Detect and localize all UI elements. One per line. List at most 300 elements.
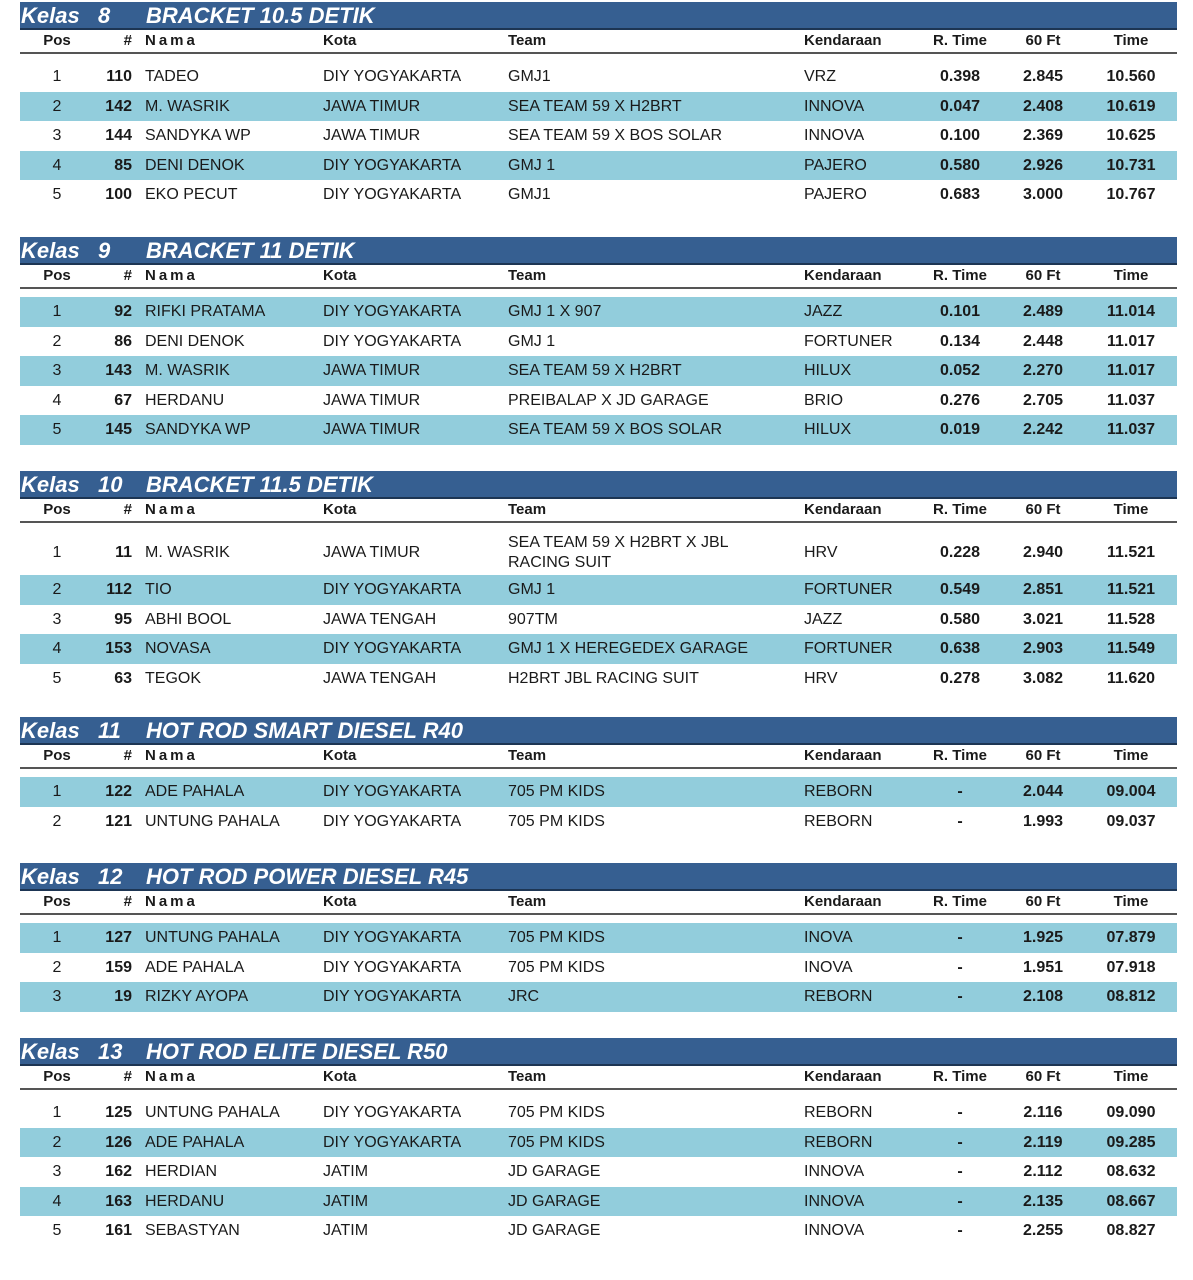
cell-kendaraan: JAZZ xyxy=(804,303,843,320)
header-pos: Pos xyxy=(43,747,71,764)
cell-rtime: - xyxy=(957,1133,963,1151)
class-number: 8 xyxy=(98,3,111,28)
cell-team: SEA TEAM 59 X H2BRT xyxy=(508,97,682,115)
class-label: Kelas xyxy=(21,718,80,743)
cell-team: SEA TEAM 59 X BOS SOLAR xyxy=(508,127,723,145)
cell-rtime: 0.278 xyxy=(939,669,981,687)
cell-team: GMJ 1 X HEREGEDEX GARAGE xyxy=(508,640,749,658)
table-header xyxy=(20,30,1177,54)
header-rtime: R. Time xyxy=(933,747,987,764)
cell-team: GMJ 1 xyxy=(508,156,556,174)
cell-kendaraan: JAZZ xyxy=(804,610,843,628)
header-kendaraan: Kendaraan xyxy=(804,747,882,764)
cell-team: SEA TEAM 59 X H2BRT xyxy=(508,362,682,380)
cell-60ft: 2.119 xyxy=(1023,1133,1063,1151)
header-kendaraan: Kendaraan xyxy=(804,267,882,284)
header-pos: Pos xyxy=(43,267,71,284)
header-time: Time xyxy=(1113,1068,1149,1085)
cell-pos: 5 xyxy=(52,186,62,204)
table-body xyxy=(20,297,1177,445)
header-team: Team xyxy=(508,893,547,910)
table-row xyxy=(20,923,1177,953)
class-section xyxy=(20,2,1177,210)
cell-team: 705 PM KIDS xyxy=(508,1133,605,1151)
cell-team: GMJ1 xyxy=(508,68,551,85)
cell-pos: 1 xyxy=(52,783,62,800)
cell-pos: 2 xyxy=(52,812,62,830)
cell-kendaraan: REBORN xyxy=(804,1104,873,1121)
table-row xyxy=(20,297,1177,327)
cell-60ft: 2.255 xyxy=(1022,1222,1064,1240)
cell-team: JD GARAGE xyxy=(508,1222,601,1240)
cell-nama: HERDIAN xyxy=(145,1163,218,1181)
table-row xyxy=(20,386,1177,416)
cell-nama: SEBASTYAN xyxy=(145,1222,240,1240)
cell-time: 08.667 xyxy=(1106,1192,1156,1210)
cell-time: 10.560 xyxy=(1106,68,1156,85)
cell-time: 10.619 xyxy=(1106,97,1156,115)
class-section xyxy=(20,863,1177,1012)
cell-rtime: 0.683 xyxy=(939,186,981,204)
cell-nama: HERDANU xyxy=(145,1192,225,1210)
cell-rtime: 0.052 xyxy=(939,362,981,380)
cell-number: 143 xyxy=(105,362,132,380)
class-banner xyxy=(20,471,1177,499)
cell-time: 11.017 xyxy=(1106,362,1156,380)
cell-nama: ADE PAHALA xyxy=(145,958,245,976)
cell-60ft: 2.116 xyxy=(1023,1104,1063,1121)
cell-kendaraan: PAJERO xyxy=(804,186,867,204)
cell-rtime: - xyxy=(957,783,963,800)
cell-number: 63 xyxy=(114,669,132,687)
header-kota: Kota xyxy=(323,32,357,49)
header-nama: Nama xyxy=(145,747,198,764)
cell-rtime: - xyxy=(957,1192,963,1210)
cell-rtime: - xyxy=(957,929,963,946)
cell-time: 11.521 xyxy=(1106,544,1156,561)
cell-kendaraan: INNOVA xyxy=(804,1192,865,1210)
cell-number: 85 xyxy=(114,156,132,174)
cell-60ft: 2.926 xyxy=(1022,156,1064,174)
cell-number: 19 xyxy=(114,988,132,1006)
cell-nama: DENI DENOK xyxy=(145,332,245,350)
cell-team: 907TM xyxy=(508,610,558,628)
cell-rtime: 0.549 xyxy=(939,581,981,598)
cell-pos: 3 xyxy=(52,610,62,628)
header-number: # xyxy=(123,267,132,284)
cell-nama: DENI DENOK xyxy=(145,156,245,174)
cell-kota: JAWA TIMUR xyxy=(323,391,421,409)
cell-kendaraan: INNOVA xyxy=(804,1222,865,1240)
cell-number: 162 xyxy=(105,1163,132,1181)
header-kendaraan: Kendaraan xyxy=(804,1068,882,1085)
cell-rtime: 0.101 xyxy=(939,303,981,320)
cell-pos: 3 xyxy=(52,127,62,145)
cell-team: GMJ 1 X 907 xyxy=(508,303,602,320)
class-banner xyxy=(20,1038,1177,1066)
cell-number: 126 xyxy=(105,1133,132,1151)
cell-kota: DIY YOGYAKARTA xyxy=(323,1104,462,1121)
cell-rtime: 0.580 xyxy=(939,156,981,174)
cell-team: GMJ 1 xyxy=(508,332,556,350)
cell-team: JD GARAGE xyxy=(508,1192,601,1210)
cell-pos: 1 xyxy=(52,929,62,946)
cell-number: 127 xyxy=(105,929,132,946)
cell-kendaraan: HRV xyxy=(804,669,838,687)
cell-time: 11.014 xyxy=(1106,303,1156,320)
header-rtime: R. Time xyxy=(933,501,987,518)
header-team: Team xyxy=(508,501,547,518)
cell-team: JRC xyxy=(508,988,540,1006)
cell-rtime: 0.276 xyxy=(939,391,981,409)
cell-kendaraan: INNOVA xyxy=(804,1163,865,1181)
cell-kota: DIY YOGYAKARTA xyxy=(323,812,462,830)
cell-nama: RIFKI PRATAMA xyxy=(145,303,266,320)
header-60ft: 60 Ft xyxy=(1025,747,1061,764)
table-row xyxy=(20,605,1177,635)
cell-kota: JAWA TIMUR xyxy=(323,362,421,380)
cell-time: 10.625 xyxy=(1106,127,1156,145)
cell-kendaraan: HRV xyxy=(804,544,838,561)
cell-number: 95 xyxy=(114,610,132,628)
cell-kota: DIY YOGYAKARTA xyxy=(323,958,462,976)
cell-pos: 2 xyxy=(52,1133,62,1151)
cell-rtime: - xyxy=(957,958,963,976)
class-section xyxy=(20,717,1177,836)
cell-nama: TADEO xyxy=(145,68,199,85)
cell-pos: 1 xyxy=(52,1104,62,1121)
table-header xyxy=(20,745,1177,769)
cell-60ft: 2.940 xyxy=(1022,544,1064,561)
class-label: Kelas xyxy=(21,3,80,28)
table-row xyxy=(20,664,1177,694)
table-body xyxy=(20,62,1177,210)
cell-team: PREIBALAP X JD GARAGE xyxy=(508,391,709,409)
cell-rtime: - xyxy=(957,1222,963,1240)
cell-60ft: 2.705 xyxy=(1022,391,1064,409)
cell-kota: DIY YOGYAKARTA xyxy=(323,581,462,598)
cell-60ft: 2.112 xyxy=(1023,1163,1063,1181)
cell-kota: JATIM xyxy=(323,1222,369,1240)
class-banner xyxy=(20,717,1177,745)
cell-60ft: 1.925 xyxy=(1022,929,1064,946)
cell-60ft: 2.845 xyxy=(1022,68,1064,85)
cell-rtime: 0.580 xyxy=(939,610,981,628)
class-number: 9 xyxy=(98,238,111,263)
cell-60ft: 2.270 xyxy=(1022,362,1064,380)
cell-60ft: 3.021 xyxy=(1022,610,1064,628)
header-time: Time xyxy=(1113,267,1149,284)
cell-team: SEA TEAM 59 X H2BRT X JBL RACING SUIT xyxy=(508,534,728,571)
cell-kendaraan: PAJERO xyxy=(804,156,867,174)
header-kota: Kota xyxy=(323,747,357,764)
header-60ft: 60 Ft xyxy=(1025,267,1061,284)
cell-kendaraan: REBORN xyxy=(804,1133,873,1151)
cell-rtime: - xyxy=(957,1104,963,1121)
header-number: # xyxy=(123,501,132,518)
header-rtime: R. Time xyxy=(933,893,987,910)
cell-number: 67 xyxy=(114,391,132,409)
cell-kota: DIY YOGYAKARTA xyxy=(323,68,462,85)
header-number: # xyxy=(123,32,132,49)
header-team: Team xyxy=(508,747,547,764)
cell-nama: UNTUNG PAHALA xyxy=(145,1104,280,1121)
cell-nama: UNTUNG PAHALA xyxy=(145,929,280,946)
cell-number: 121 xyxy=(105,812,132,830)
cell-60ft: 2.135 xyxy=(1022,1192,1064,1210)
class-banner xyxy=(20,863,1177,891)
cell-time: 07.879 xyxy=(1106,929,1156,946)
table-header xyxy=(20,891,1177,915)
cell-60ft: 2.108 xyxy=(1022,988,1064,1006)
cell-nama: ADE PAHALA xyxy=(145,1133,245,1151)
table-header xyxy=(20,265,1177,289)
table-row xyxy=(20,415,1177,445)
header-team: Team xyxy=(508,1068,547,1085)
cell-pos: 3 xyxy=(52,1163,62,1181)
cell-number: 161 xyxy=(105,1222,132,1240)
header-time: Time xyxy=(1113,747,1149,764)
cell-pos: 4 xyxy=(52,640,62,658)
cell-kendaraan: REBORN xyxy=(804,812,873,830)
cell-60ft: 1.951 xyxy=(1022,958,1064,976)
cell-rtime: - xyxy=(957,812,963,830)
table-row xyxy=(20,62,1177,92)
cell-time: 11.037 xyxy=(1106,391,1156,409)
cell-kota: DIY YOGYAKARTA xyxy=(323,186,462,204)
cell-nama: M. WASRIK xyxy=(145,97,230,115)
cell-kota: DIY YOGYAKARTA xyxy=(323,988,462,1006)
table-header xyxy=(20,1066,1177,1090)
cell-pos: 5 xyxy=(52,1222,62,1240)
cell-kendaraan: VRZ xyxy=(804,68,836,85)
cell-kota: DIY YOGYAKARTA xyxy=(323,929,462,946)
cell-kendaraan: INOVA xyxy=(804,929,853,946)
class-banner xyxy=(20,2,1177,30)
cell-60ft: 2.903 xyxy=(1022,640,1064,658)
cell-nama: ADE PAHALA xyxy=(145,783,245,800)
cell-pos: 5 xyxy=(52,669,62,687)
header-number: # xyxy=(123,893,132,910)
cell-number: 86 xyxy=(114,332,132,350)
cell-kendaraan: INNOVA xyxy=(804,97,865,115)
table-body xyxy=(20,1098,1177,1246)
cell-kota: DIY YOGYAKARTA xyxy=(323,332,462,350)
table-row xyxy=(20,1216,1177,1246)
header-pos: Pos xyxy=(43,1068,71,1085)
header-time: Time xyxy=(1113,32,1149,49)
cell-kendaraan: FORTUNER xyxy=(804,581,893,598)
cell-kendaraan: FORTUNER xyxy=(804,640,893,658)
cell-number: 11 xyxy=(115,544,132,561)
class-banner xyxy=(20,237,1177,265)
cell-rtime: 0.398 xyxy=(939,68,981,85)
cell-pos: 2 xyxy=(52,958,62,976)
cell-rtime: 0.019 xyxy=(939,421,981,439)
cell-nama: ABHI BOOL xyxy=(145,610,232,628)
cell-kota: JAWA TENGAH xyxy=(323,669,437,687)
table-row xyxy=(20,575,1177,605)
cell-pos: 4 xyxy=(52,1192,62,1210)
cell-time: 08.827 xyxy=(1106,1222,1156,1240)
cell-nama: SANDYKA WP xyxy=(145,421,251,439)
header-kendaraan: Kendaraan xyxy=(804,32,882,49)
header-60ft: 60 Ft xyxy=(1025,893,1061,910)
table-row xyxy=(20,982,1177,1012)
cell-rtime: 0.228 xyxy=(939,544,981,561)
cell-number: 144 xyxy=(105,127,132,145)
cell-time: 08.632 xyxy=(1106,1163,1156,1181)
header-nama: Nama xyxy=(145,893,198,910)
table-row xyxy=(20,634,1177,664)
header-kendaraan: Kendaraan xyxy=(804,501,882,518)
cell-kendaraan: REBORN xyxy=(804,988,873,1006)
cell-kendaraan: INOVA xyxy=(804,958,853,976)
cell-number: 163 xyxy=(105,1192,132,1210)
class-label: Kelas xyxy=(21,864,80,889)
cell-pos: 1 xyxy=(52,544,62,561)
class-title: BRACKET 11.5 DETIK xyxy=(146,472,373,497)
table-row xyxy=(20,92,1177,122)
cell-pos: 1 xyxy=(52,303,62,320)
header-number: # xyxy=(123,1068,132,1085)
header-rtime: R. Time xyxy=(933,32,987,49)
cell-time: 09.090 xyxy=(1106,1104,1156,1121)
cell-time: 09.285 xyxy=(1106,1133,1156,1151)
cell-team: 705 PM KIDS xyxy=(508,929,605,946)
header-time: Time xyxy=(1113,501,1149,518)
cell-time: 11.620 xyxy=(1106,669,1156,687)
cell-nama: TEGOK xyxy=(145,669,202,687)
cell-60ft: 2.242 xyxy=(1022,421,1064,439)
table-row xyxy=(20,807,1177,837)
cell-time: 11.037 xyxy=(1106,421,1156,439)
cell-time: 11.549 xyxy=(1106,640,1156,658)
header-nama: Nama xyxy=(145,267,198,284)
cell-time: 09.004 xyxy=(1106,783,1156,800)
header-kendaraan: Kendaraan xyxy=(804,893,882,910)
cell-pos: 1 xyxy=(52,68,62,85)
header-rtime: R. Time xyxy=(933,267,987,284)
class-number: 13 xyxy=(98,1039,123,1064)
cell-nama: NOVASA xyxy=(145,640,211,658)
cell-number: 100 xyxy=(105,186,132,204)
cell-nama: RIZKY AYOPA xyxy=(145,988,249,1006)
cell-rtime: 0.134 xyxy=(939,332,981,350)
cell-60ft: 3.082 xyxy=(1022,669,1064,687)
cell-kota: DIY YOGYAKARTA xyxy=(323,156,462,174)
header-pos: Pos xyxy=(43,501,71,518)
table-row xyxy=(20,1157,1177,1187)
table-row xyxy=(20,180,1177,210)
class-number: 12 xyxy=(98,864,123,889)
cell-kota: JATIM xyxy=(323,1192,369,1210)
cell-time: 10.731 xyxy=(1106,156,1156,174)
table-row xyxy=(20,151,1177,181)
table-row xyxy=(20,327,1177,357)
header-nama: Nama xyxy=(145,32,198,49)
class-title: BRACKET 11 DETIK xyxy=(146,238,355,263)
cell-kendaraan: HILUX xyxy=(804,362,852,380)
cell-time: 11.528 xyxy=(1106,610,1156,628)
cell-rtime: 0.638 xyxy=(939,640,981,658)
class-section xyxy=(20,237,1177,445)
cell-team: SEA TEAM 59 X BOS SOLAR xyxy=(508,421,723,439)
header-60ft: 60 Ft xyxy=(1025,32,1061,49)
cell-team: 705 PM KIDS xyxy=(508,812,605,830)
cell-kota: JAWA TENGAH xyxy=(323,610,437,628)
table-row xyxy=(20,531,1177,575)
cell-rtime: 0.047 xyxy=(939,97,981,115)
cell-nama: UNTUNG PAHALA xyxy=(145,812,280,830)
class-label: Kelas xyxy=(21,472,80,497)
cell-number: 142 xyxy=(105,97,132,115)
cell-60ft: 2.489 xyxy=(1022,303,1064,320)
cell-time: 11.521 xyxy=(1106,581,1156,598)
cell-team: GMJ1 xyxy=(508,186,551,204)
table-row xyxy=(20,777,1177,807)
cell-rtime: - xyxy=(957,1163,963,1181)
cell-kota: JAWA TIMUR xyxy=(323,544,421,561)
cell-time: 09.037 xyxy=(1106,812,1156,830)
class-title: BRACKET 10.5 DETIK xyxy=(146,3,375,28)
header-rtime: R. Time xyxy=(933,1068,987,1085)
class-label: Kelas xyxy=(21,238,80,263)
cell-pos: 2 xyxy=(52,581,62,598)
cell-number: 122 xyxy=(105,783,132,800)
cell-nama: M. WASRIK xyxy=(145,544,230,561)
header-team: Team xyxy=(508,32,547,49)
header-kota: Kota xyxy=(323,501,357,518)
class-title: HOT ROD POWER DIESEL R45 xyxy=(146,864,469,889)
cell-kendaraan: FORTUNER xyxy=(804,332,893,350)
cell-pos: 2 xyxy=(52,97,62,115)
cell-number: 159 xyxy=(105,958,132,976)
table-row xyxy=(20,953,1177,983)
class-title: HOT ROD SMART DIESEL R40 xyxy=(146,718,464,743)
class-section xyxy=(20,471,1177,693)
table-body xyxy=(20,923,1177,1012)
table-body xyxy=(20,777,1177,836)
cell-pos: 2 xyxy=(52,332,62,350)
cell-60ft: 2.448 xyxy=(1022,332,1064,350)
header-number: # xyxy=(123,747,132,764)
cell-team: JD GARAGE xyxy=(508,1163,601,1181)
cell-60ft: 2.851 xyxy=(1022,581,1064,598)
cell-kota: DIY YOGYAKARTA xyxy=(323,640,462,658)
header-60ft: 60 Ft xyxy=(1025,1068,1061,1085)
cell-kota: DIY YOGYAKARTA xyxy=(323,1133,462,1151)
class-title: HOT ROD ELITE DIESEL R50 xyxy=(146,1039,448,1064)
table-row xyxy=(20,1128,1177,1158)
header-kota: Kota xyxy=(323,1068,357,1085)
cell-nama: TIO xyxy=(145,581,172,598)
cell-kota: JAWA TIMUR xyxy=(323,97,421,115)
cell-number: 112 xyxy=(106,581,132,598)
header-kota: Kota xyxy=(323,893,357,910)
cell-time: 10.767 xyxy=(1106,186,1156,204)
cell-kota: DIY YOGYAKARTA xyxy=(323,783,462,800)
cell-time: 11.017 xyxy=(1106,332,1156,350)
cell-rtime: 0.100 xyxy=(939,127,981,145)
cell-team: GMJ 1 xyxy=(508,581,556,598)
cell-number: 145 xyxy=(105,421,132,439)
cell-kendaraan: INNOVA xyxy=(804,127,865,145)
table-row xyxy=(20,356,1177,386)
cell-nama: EKO PECUT xyxy=(145,186,238,204)
header-pos: Pos xyxy=(43,893,71,910)
cell-pos: 4 xyxy=(52,156,62,174)
